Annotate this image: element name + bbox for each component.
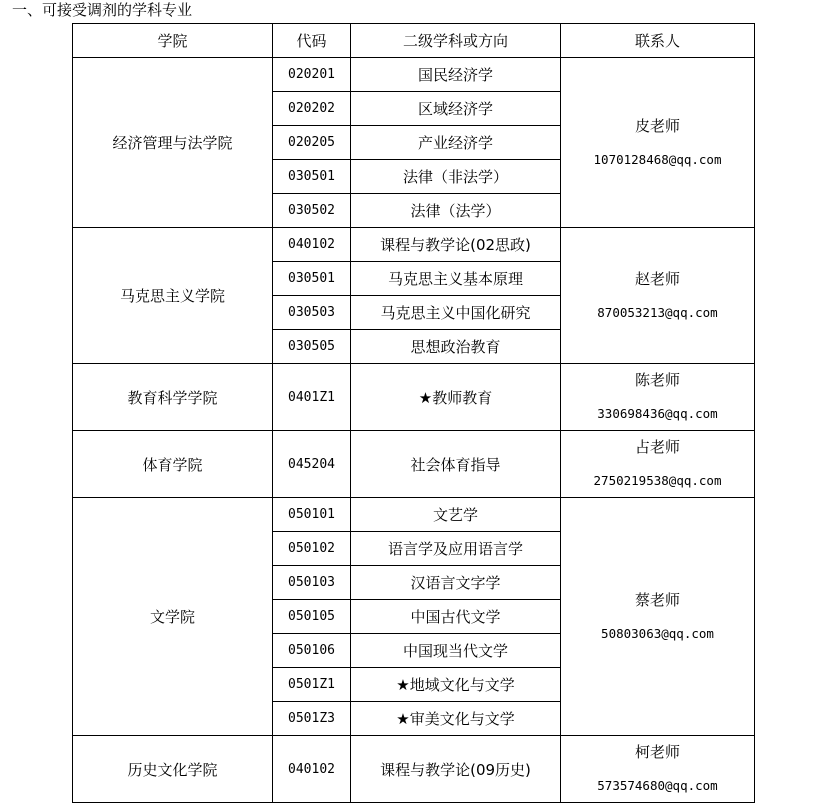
subject-cell: 产业经济学 bbox=[351, 126, 561, 160]
subject-cell: 课程与教学论(09历史) bbox=[351, 736, 561, 803]
subject-cell: 语言学及应用语言学 bbox=[351, 532, 561, 566]
table-header-row bbox=[73, 24, 755, 58]
contact-cell bbox=[561, 431, 755, 498]
code-cell: 040102 bbox=[273, 228, 351, 262]
contact-cell bbox=[561, 736, 755, 803]
contact-cell bbox=[561, 228, 755, 364]
subject-cell: ★审美文化与文学 bbox=[351, 702, 561, 736]
subject-cell: 汉语言文字学 bbox=[351, 566, 561, 600]
contact-email: 573574680@qq.com bbox=[597, 778, 718, 793]
code-cell: 020202 bbox=[273, 92, 351, 126]
contact-cell bbox=[561, 498, 755, 736]
subject-cell: 马克思主义基本原理 bbox=[351, 262, 561, 296]
subject-cell: 法律（非法学） bbox=[351, 160, 561, 194]
subject-cell: 马克思主义中国化研究 bbox=[351, 296, 561, 330]
header-code: 代码 bbox=[273, 24, 351, 58]
section-heading: 一、可接受调剂的学科专业 bbox=[12, 1, 193, 19]
subject-cell: 课程与教学论(02思政) bbox=[351, 228, 561, 262]
contact-name: 柯老师 bbox=[634, 743, 680, 761]
college-cell: 体育学院 bbox=[73, 431, 273, 498]
header-subject: 二级学科或方向 bbox=[351, 24, 561, 58]
contact-name: 占老师 bbox=[634, 438, 680, 456]
code-cell: 050101 bbox=[273, 498, 351, 532]
subject-cell: 中国古代文学 bbox=[351, 600, 561, 634]
college-cell: 文学院 bbox=[73, 498, 273, 736]
college-cell: 经济管理与法学院 bbox=[73, 58, 273, 228]
code-cell: 050103 bbox=[273, 566, 351, 600]
contact-cell bbox=[561, 364, 755, 431]
subject-cell: 思想政治教育 bbox=[351, 330, 561, 364]
code-cell: 030501 bbox=[273, 262, 351, 296]
table-row bbox=[73, 736, 755, 803]
subject-cell: 中国现当代文学 bbox=[351, 634, 561, 668]
table-row bbox=[73, 498, 755, 532]
table-row bbox=[73, 58, 755, 92]
table-row bbox=[73, 364, 755, 431]
subject-cell: 社会体育指导 bbox=[351, 431, 561, 498]
table-row bbox=[73, 431, 755, 498]
code-cell: 030501 bbox=[273, 160, 351, 194]
code-cell: 045204 bbox=[273, 431, 351, 498]
contact-name: 皮老师 bbox=[634, 116, 680, 135]
code-cell: 050106 bbox=[273, 634, 351, 668]
contact-email: 1070128468@qq.com bbox=[593, 151, 722, 167]
subject-cell: ★教师教育 bbox=[351, 364, 561, 431]
contact-email: 870053213@qq.com bbox=[597, 304, 718, 320]
code-cell: 0501Z1 bbox=[273, 668, 351, 702]
contact-cell bbox=[561, 58, 755, 228]
code-cell: 030505 bbox=[273, 330, 351, 364]
college-cell: 历史文化学院 bbox=[73, 736, 273, 803]
subject-table bbox=[72, 23, 755, 803]
header-college: 学院 bbox=[73, 24, 273, 58]
code-cell: 040102 bbox=[273, 736, 351, 803]
subject-cell: 法律（法学） bbox=[351, 194, 561, 228]
code-cell: 030503 bbox=[273, 296, 351, 330]
contact-email: 330698436@qq.com bbox=[597, 406, 718, 421]
subject-cell: ★地域文化与文学 bbox=[351, 668, 561, 702]
contact-name: 赵老师 bbox=[634, 269, 680, 288]
code-cell: 020201 bbox=[273, 58, 351, 92]
code-cell: 030502 bbox=[273, 194, 351, 228]
code-cell: 0501Z3 bbox=[273, 702, 351, 736]
contact-email: 2750219538@qq.com bbox=[593, 473, 722, 488]
table-body bbox=[73, 58, 755, 803]
code-cell: 050105 bbox=[273, 600, 351, 634]
contact-email: 50803063@qq.com bbox=[601, 625, 714, 641]
code-cell: 020205 bbox=[273, 126, 351, 160]
college-cell: 教育科学学院 bbox=[73, 364, 273, 431]
college-cell: 马克思主义学院 bbox=[73, 228, 273, 364]
subject-cell: 文艺学 bbox=[351, 498, 561, 532]
header-contact: 联系人 bbox=[561, 24, 755, 58]
table-row bbox=[73, 228, 755, 262]
code-cell: 050102 bbox=[273, 532, 351, 566]
contact-name: 陈老师 bbox=[634, 371, 680, 389]
contact-name: 蔡老师 bbox=[634, 590, 680, 609]
code-cell: 0401Z1 bbox=[273, 364, 351, 431]
subject-cell: 国民经济学 bbox=[351, 58, 561, 92]
subject-cell: 区域经济学 bbox=[351, 92, 561, 126]
